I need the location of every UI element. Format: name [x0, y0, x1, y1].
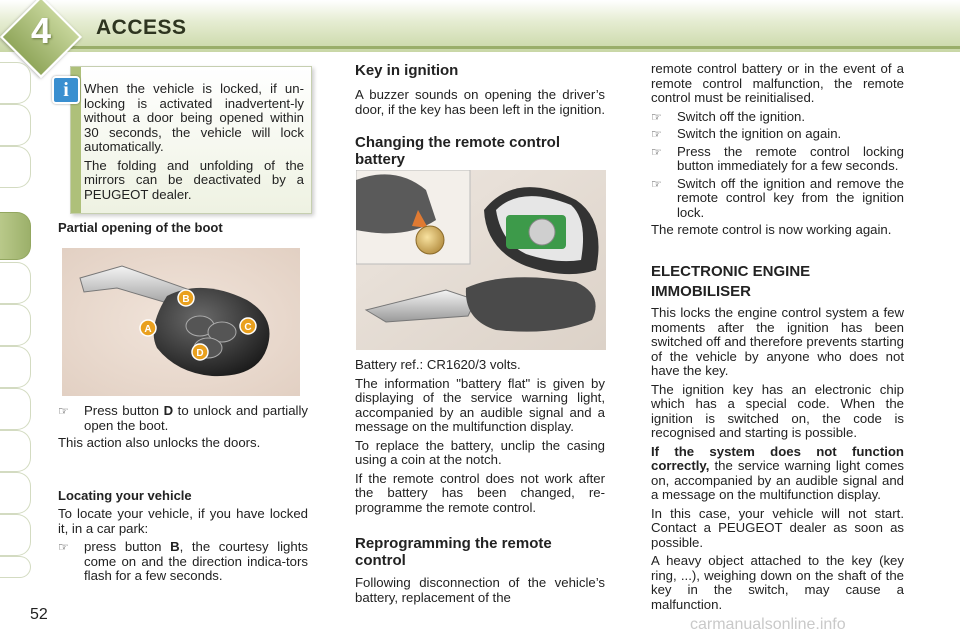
info-box-text — [84, 82, 304, 206]
bullet-text: press button B, the courtesy lights come on and the direction indica-tors flash for a few seconds. — [84, 539, 308, 583]
battery-text — [355, 358, 605, 519]
chapter-tab[interactable] — [0, 514, 31, 556]
hand-pointer-icon: ☞ — [651, 127, 662, 141]
chapter-tab[interactable] — [0, 304, 31, 346]
paragraph: The remote control is now working again. — [651, 222, 892, 237]
paragraph: The ignition key has an electronic chip which has a special code. When the ignition is switched on, the code is recognised and starting is possible. — [651, 381, 904, 440]
chapter-tab[interactable] — [0, 62, 31, 104]
fob-back-shell — [466, 277, 596, 331]
hand-pointer-icon: ☞ — [58, 404, 69, 418]
paragraph: This locks the engine control system a few moments after the ignition has been switched off and therefore prevents starting of the vehicle by anyone who does not have the key. — [651, 305, 904, 378]
step-text: Switch the ignition on again. — [677, 126, 842, 141]
hand-pointer-icon: ☞ — [651, 144, 662, 159]
locate-text: To locate your vehicle, if you have locked it, in a car park: — [58, 506, 308, 536]
step-item — [651, 177, 904, 221]
step-item — [651, 145, 904, 174]
chapter-title: ACCESS — [96, 16, 187, 39]
bullet-item — [58, 404, 308, 433]
battery-icon — [529, 219, 555, 245]
locate-instructions — [58, 507, 308, 587]
paragraph: remote control battery or in the event of a remote control malfunction, the remote control must be reinitialised. — [651, 61, 904, 105]
paragraph: A heavy object attached to the key (key ring, ...), weighing down on the shaft of the key in the switch, may cause a malfunction. — [651, 553, 904, 612]
chapter-tab[interactable] — [0, 346, 31, 388]
step-text: Switch off the ignition. — [677, 108, 806, 124]
hand-pointer-icon: ☞ — [651, 176, 662, 191]
chapter-tab[interactable] — [0, 472, 31, 514]
chapter-number: 4 — [30, 10, 52, 51]
hand-pointer-icon: ☞ — [58, 540, 69, 554]
key-ignition-text — [355, 88, 605, 121]
reprogram-text — [355, 576, 605, 609]
label-c: C — [244, 322, 252, 333]
header-rule — [60, 46, 960, 49]
boot-instructions — [58, 404, 308, 455]
reprogram-heading: Reprogramming the remote control — [355, 535, 552, 569]
chapter-tab[interactable] — [0, 430, 31, 472]
key-fob-photo — [62, 248, 300, 396]
step-text: Press the remote control locking button immediately for a few seconds. — [677, 143, 904, 173]
battery-replacement-photo — [356, 170, 606, 350]
chapter-tab[interactable] — [0, 104, 31, 146]
paragraph: In this case, your vehicle will not start. Contact a PEUGEOT dealer as soon as possible. — [651, 505, 904, 550]
bullet-item — [58, 540, 308, 584]
bullet-text: Press button D to unlock and partially open the boot. — [84, 403, 309, 433]
battery-heading: Changing the remote control battery — [355, 134, 561, 168]
key-ignition-heading: Key in ignition — [355, 62, 459, 79]
chapter-tab[interactable] — [0, 146, 31, 188]
label-b: B — [182, 294, 190, 305]
paragraph: To replace the battery, unclip the casing using a coin at the notch. — [355, 437, 605, 467]
chapter-tab[interactable] — [0, 388, 31, 430]
label-a: A — [144, 324, 152, 335]
page-number: 52 — [30, 606, 48, 623]
step-item — [651, 110, 904, 125]
coin-icon — [416, 226, 444, 254]
paragraph: A buzzer sounds on opening the driver’s door, if the key has been left in the ignition. — [355, 87, 605, 117]
watermark: carmanualsonline.info — [690, 616, 846, 633]
info-icon: i — [52, 76, 80, 104]
label-d: D — [196, 348, 204, 359]
paragraph: The information "battery flat" is given by displaying of the service warning light, accompanied by an audible signal and a message on the multifunction display. — [355, 375, 605, 434]
reprogram-continued — [651, 62, 904, 242]
paragraph: Following disconnection of the vehicle’s battery, replacement of the — [355, 575, 605, 605]
step-text: Switch off the ignition and remove the remote control key from the ignition lock. — [677, 175, 904, 220]
immobiliser-text — [651, 306, 904, 616]
chapter-tab[interactable] — [0, 262, 31, 304]
step-item — [651, 127, 904, 142]
chapter-tab-active[interactable] — [0, 212, 31, 260]
boot-heading: Partial opening of the boot — [58, 220, 223, 235]
paragraph: Battery ref.: CR1620/3 volts. — [355, 357, 521, 372]
locate-heading: Locating your vehicle — [58, 488, 192, 503]
info-paragraph: When the vehicle is locked, if un-locking is activated inadvertent-ly without a door being opened within 30 seconds, the vehicle will lock automatically. — [84, 81, 304, 154]
paragraph: If the remote control does not work after the battery has been changed, re-programme the remote control. — [355, 470, 605, 515]
chapter-tab[interactable] — [0, 556, 31, 578]
boot-note: This action also unlocks the doors. — [58, 435, 261, 450]
paragraph: If the system does not function correctly, the service warning light comes on, accompanied by an audible signal and a message on the multifunction display. — [651, 443, 904, 502]
info-paragraph: The folding and unfolding of the mirrors can be deactivated by a PEUGEOT dealer. — [84, 157, 304, 202]
hand-pointer-icon: ☞ — [651, 109, 662, 124]
immobiliser-heading: ELECTRONIC ENGINE IMMOBILISER — [651, 263, 811, 300]
